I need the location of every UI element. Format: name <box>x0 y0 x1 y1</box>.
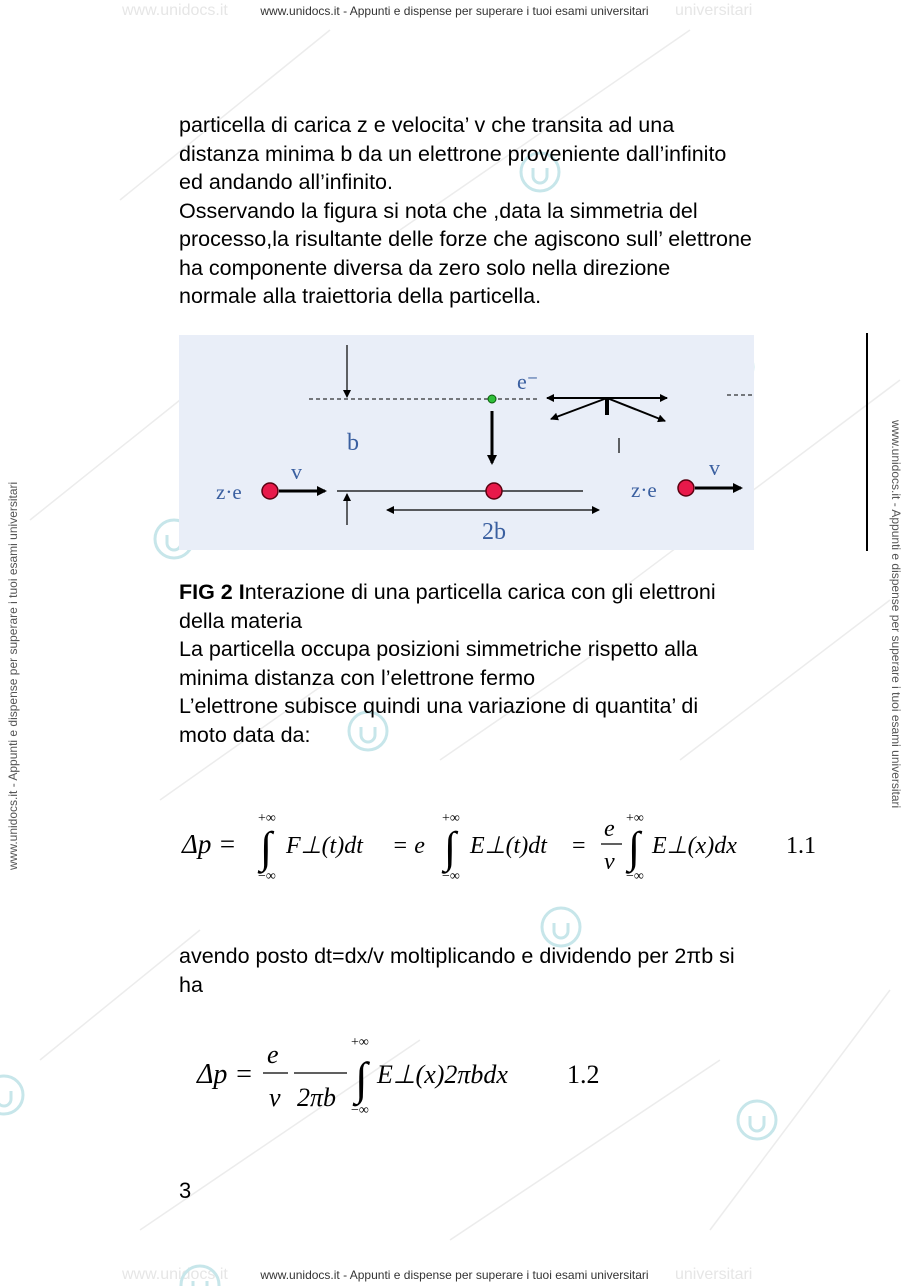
side-watermark-right: www.unidocs.it - Appunti e dispense per superare i tuoi esami universitari <box>889 420 903 809</box>
equation-1-1 <box>180 808 840 886</box>
watermark-ghost-right-bottom: universitari <box>675 1266 753 1283</box>
text-line: La particella occupa posizioni simmetriche rispetto alla <box>179 637 698 661</box>
eq1-frac-num: e <box>604 816 615 842</box>
figure-background <box>179 335 754 550</box>
text-line: ha <box>179 972 203 997</box>
eq1-lower-limit-3: −∞ <box>626 869 644 884</box>
electron-dot <box>488 395 496 403</box>
page-number: 3 <box>179 1178 192 1203</box>
integral-sign-1: ∫ <box>260 823 273 872</box>
eq2-frac1-den: v <box>269 1083 281 1112</box>
text-line: Osservando la figura si nota che ,data la simmetria del <box>179 198 698 223</box>
charge-label-right: z·e <box>631 478 657 502</box>
figure-label: FIG 2 I <box>179 580 245 604</box>
interaction-figure <box>179 335 754 550</box>
text-line: particella di carica z e velocita’ v che transita ad una <box>179 113 675 137</box>
intro-paragraph <box>179 111 859 311</box>
eq1-upper-limit-3: +∞ <box>626 811 644 826</box>
watermark-ghost-left-bottom: www.unidocs.it <box>122 1266 228 1283</box>
particle-middle <box>486 483 502 499</box>
text-line: L’elettrone subisce quindi una variazione di quantita’ di <box>179 694 699 718</box>
particle-left <box>262 483 278 499</box>
eq1-eq3: = <box>572 833 586 859</box>
charge-label-left: z·e <box>216 480 242 504</box>
text-line: distanza minima b da un elettrone proveniente dall’infinito <box>179 141 727 166</box>
watermark-ghost-right: universitari <box>675 2 753 19</box>
eq2-number: 1.2 <box>567 1060 600 1089</box>
integral-sign-3: ∫ <box>628 823 641 872</box>
figure-caption <box>179 578 859 749</box>
eq2-lhs: Δp = <box>197 1059 254 1090</box>
eq1-upper-limit-2: +∞ <box>442 811 460 826</box>
particle-right <box>678 480 694 496</box>
middle-paragraph <box>179 942 859 999</box>
footer-watermark: www.unidocs.it - Appunti e dispense per superare i tuoi esami universitari <box>260 1268 649 1282</box>
side-watermark-left: www.unidocs.it - Appunti e dispense per superare i tuoi esami universitari <box>6 481 20 870</box>
eq2-integrand: E⊥(x)2πbdx <box>377 1060 508 1089</box>
velocity-label-left: v <box>291 459 302 484</box>
eq1-lhs: Δp = <box>182 829 237 859</box>
text-line: normale alla traiettoria della particella. <box>179 284 542 308</box>
eq1-frac-den: v <box>604 849 615 875</box>
text-line: moto data da: <box>179 722 311 747</box>
eq2-lower-limit: −∞ <box>351 1103 369 1118</box>
text-line: della materia <box>179 608 303 633</box>
text-line: processo,la risultante delle forze che agiscono sull’ elettrone <box>179 227 752 251</box>
eq1-eq2: = e <box>392 833 425 859</box>
eq2-upper-limit: +∞ <box>351 1035 369 1050</box>
2b-label: 2b <box>482 519 506 545</box>
electron-label: e⁻ <box>517 369 539 394</box>
text-line: avendo posto dt=dx/v moltiplicando e dividendo per 2πb si <box>179 944 735 968</box>
eq1-lower-limit-1: −∞ <box>258 869 276 884</box>
caption-line-1: FIG 2 Interazione di una particella carica con gli elettroni <box>179 580 716 604</box>
equation-1-2 <box>195 1032 625 1124</box>
eq1-term1: F⊥(t)dt <box>286 833 363 859</box>
eq1-term3: E⊥(x)dx <box>652 833 737 859</box>
eq1-number: 1.1 <box>786 833 816 859</box>
b-label: b <box>347 430 359 456</box>
text-line: ed andando all’infinito. <box>179 170 393 194</box>
eq1-lower-limit-2: −∞ <box>442 869 460 884</box>
header-watermark: www.unidocs.it - Appunti e dispense per superare i tuoi esami universitari <box>260 4 649 18</box>
velocity-label-right: v <box>709 455 720 480</box>
eq2-frac2-den: 2πb <box>297 1083 337 1112</box>
watermark-ghost-left: www.unidocs.it <box>122 2 228 19</box>
text-line: minima distanza con l’elettrone fermo <box>179 665 536 690</box>
integral-sign-eq2: ∫ <box>355 1053 368 1104</box>
eq2-frac1-num: e <box>267 1040 279 1069</box>
eq1-term2: E⊥(t)dt <box>470 833 547 859</box>
margin-bar <box>866 333 868 551</box>
text-line: ha componente diversa da zero solo nella direzione <box>179 255 671 280</box>
integral-sign-2: ∫ <box>444 823 457 872</box>
eq1-upper-limit-1: +∞ <box>258 811 276 826</box>
